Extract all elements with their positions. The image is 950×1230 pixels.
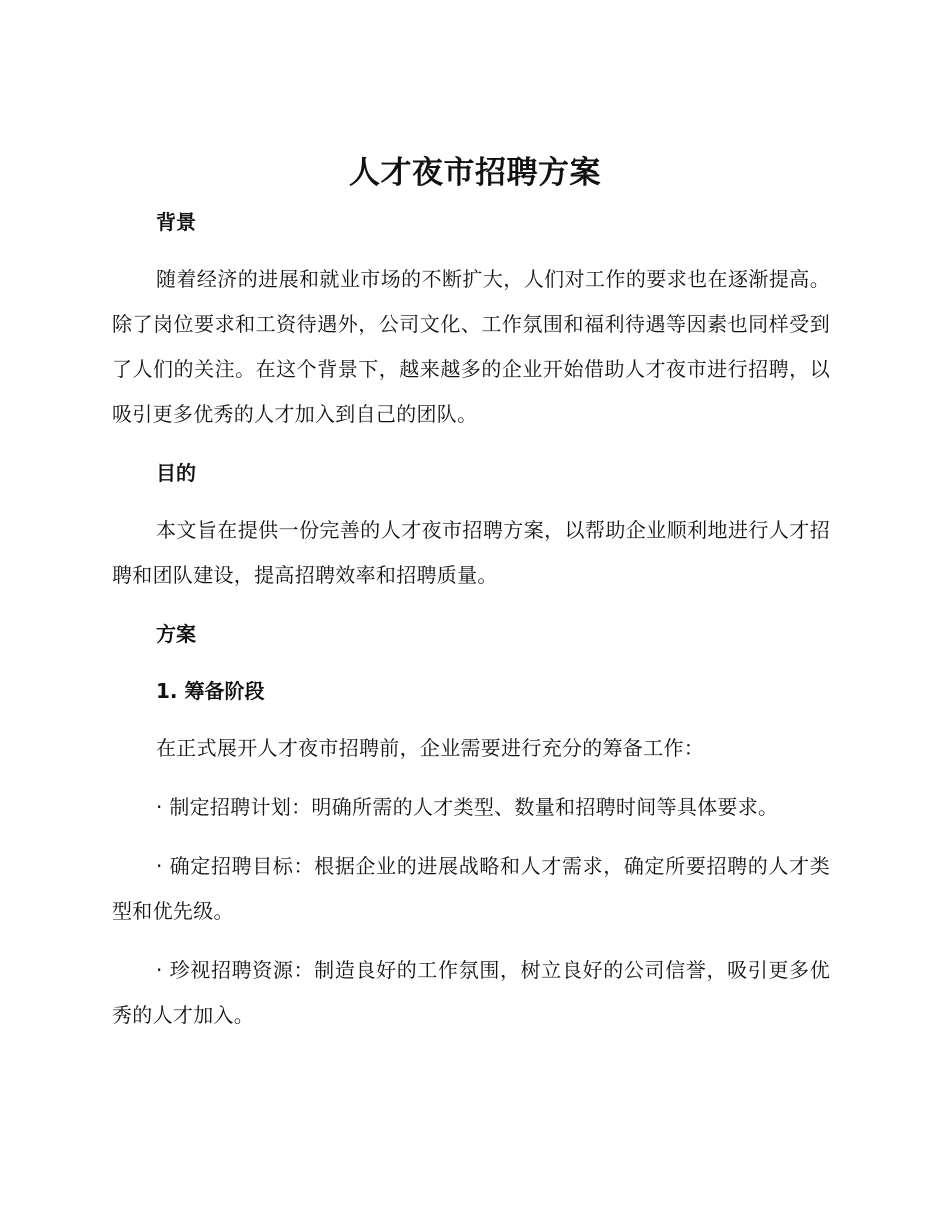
purpose-paragraph: 本文旨在提供一份完善的人才夜市招聘方案，以帮助企业顺利地进行人才招聘和团队建设，提高招聘效率和招聘质量。 xyxy=(112,518,830,587)
bullet-item: · 制定招聘计划：明确所需的人才类型、数量和招聘时间等具体要求。 xyxy=(156,795,779,819)
document-title: 人才夜市招聘方案 xyxy=(349,155,601,191)
bullet-item: · 确定招聘目标：根据企业的进展战略和人才需求，确定所要招聘的人才类型和优先级。 xyxy=(112,854,830,923)
plan-heading: 方案 xyxy=(156,622,196,646)
bullet-item: · 珍视招聘资源：制造良好的工作氛围，树立良好的公司信誉，吸引更多优秀的人才加入。 xyxy=(112,958,830,1027)
document-body xyxy=(112,200,830,1038)
stage1-heading: 1. 筹备阶段 xyxy=(156,679,265,703)
background-heading: 背景 xyxy=(156,210,196,234)
purpose-heading: 目的 xyxy=(156,461,196,485)
stage1-intro: 在正式展开人才夜市招聘前，企业需要进行充分的筹备工作： xyxy=(156,736,705,760)
background-paragraph: 随着经济的进展和就业市场的不断扩大，人们对工作的要求也在逐渐提高。除了岗位要求和工资待遇外，公司文化、工作氛围和福利待遇等因素也同样受到了人们的关注。在这个背景下，越来越多的企业开始借助人才夜市进行招聘，以吸引更多优秀的人才加入到自己的团队。 xyxy=(112,267,830,426)
